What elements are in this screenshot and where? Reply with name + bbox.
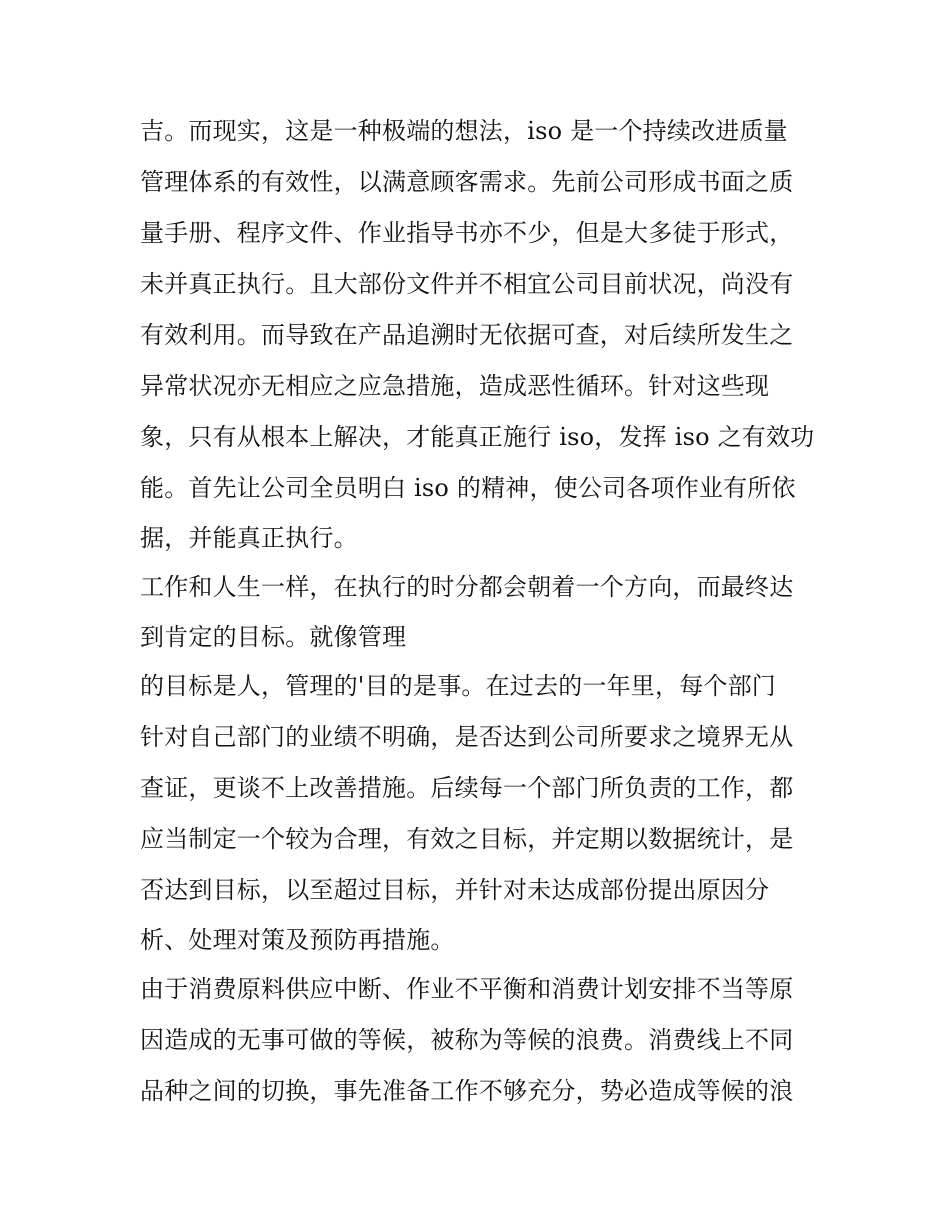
text-line: 查证，更谈不上改善措施。后续每一个部门所负责的工作，都 bbox=[140, 774, 794, 802]
text-line: 据，并能真正执行。 bbox=[140, 524, 358, 552]
text-line: 能。首先让公司全员明白 iso 的精神，使公司各项作业有所依 bbox=[140, 474, 796, 502]
document-body bbox=[140, 106, 820, 1117]
text-line: 因造成的无事可做的等候，被称为等候的浪费。消费线上不同 bbox=[140, 1026, 794, 1054]
text-line: 到肯定的目标。就像管理 bbox=[140, 623, 407, 651]
text-line: 有效利用。而导致在产品追溯时无依据可查，对后续所发生之 bbox=[140, 321, 794, 349]
text-line: 未并真正执行。且大部份文件并不相宜公司目前状况，尚没有 bbox=[140, 270, 794, 298]
text-line: 的目标是人，管理的'目的是事。在过去的一年里，每个部门 bbox=[140, 672, 776, 700]
text-line: 析、处理对策及预防再措施。 bbox=[140, 926, 455, 954]
text-line: 由于消费原料供应中断、作业不平衡和消费计划安排不当等原 bbox=[140, 975, 794, 1003]
text-line: 工作和人生一样，在执行的时分都会朝着一个方向，而最终达 bbox=[140, 573, 794, 601]
text-line: 象，只有从根本上解决，才能真正施行 iso，发挥 iso 之有效功 bbox=[140, 423, 815, 451]
text-line: 品种之间的切换，事先准备工作不够充分，势必造成等候的浪 bbox=[140, 1077, 794, 1105]
text-line: 针对自己部门的业绩不明确，是否达到公司所要求之境界无从 bbox=[140, 723, 794, 751]
text-line: 应当制定一个较为合理，有效之目标，并定期以数据统计，是 bbox=[140, 825, 794, 853]
text-line: 吉。而现实，这是一种极端的想法，iso 是一个持续改进质量 bbox=[140, 117, 788, 145]
text-line: 否达到目标，以至超过目标，并针对未达成部份提出原因分 bbox=[140, 876, 770, 904]
text-line: 异常状况亦无相应之应急措施，造成恶性循环。针对这些现 bbox=[140, 372, 770, 400]
text-line: 量手册、程序文件、作业指导书亦不少，但是大多徒于形式， bbox=[140, 219, 794, 247]
text-line: 管理体系的有效性，以满意顾客需求。先前公司形成书面之质 bbox=[140, 168, 794, 196]
